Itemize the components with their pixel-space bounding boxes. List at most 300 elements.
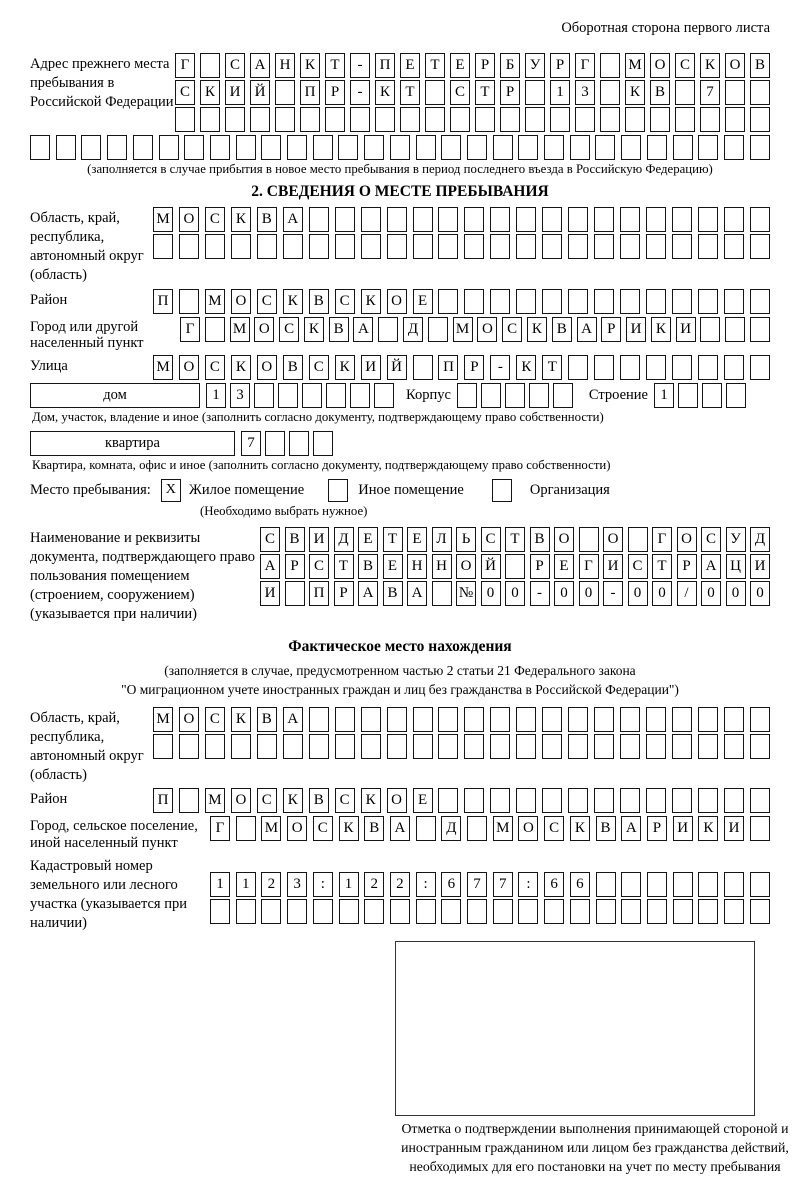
char-cell[interactable] [594,207,614,232]
char-cell[interactable]: А [701,554,721,579]
char-cell[interactable]: С [544,816,564,841]
char-cell[interactable] [339,899,359,924]
char-cell[interactable] [750,872,770,897]
char-cell[interactable]: О [231,788,251,813]
char-cell[interactable]: 1 [654,383,674,408]
char-cell[interactable] [672,707,692,732]
char-cell[interactable] [490,207,510,232]
char-cell[interactable] [200,107,220,132]
char-cell[interactable] [594,289,614,314]
char-cell[interactable]: Р [647,816,667,841]
char-cell[interactable]: М [230,317,250,342]
char-cell[interactable]: - [530,581,550,606]
char-cell[interactable]: С [701,527,721,552]
char-cell[interactable]: Е [407,527,427,552]
char-cell[interactable]: С [675,53,695,78]
char-cell[interactable]: В [358,554,378,579]
char-cell[interactable]: С [628,554,648,579]
char-cell[interactable] [313,135,333,160]
char-cell[interactable]: О [231,289,251,314]
char-cell[interactable]: В [383,581,403,606]
char-cell[interactable] [490,289,510,314]
char-cell[interactable] [179,734,199,759]
char-cell[interactable] [375,107,395,132]
char-cell[interactable] [568,207,588,232]
char-cell[interactable]: Г [175,53,195,78]
char-cell[interactable]: М [261,816,281,841]
char-cell[interactable] [542,788,562,813]
char-cell[interactable]: И [626,317,646,342]
char-cell[interactable]: Т [475,80,495,105]
char-cell[interactable]: К [625,80,645,105]
char-cell[interactable] [438,734,458,759]
char-cell[interactable]: Й [250,80,270,105]
char-cell[interactable] [544,899,564,924]
char-cell[interactable]: О [456,554,476,579]
char-cell[interactable] [529,383,549,408]
char-cell[interactable] [646,234,666,259]
char-cell[interactable] [620,788,640,813]
char-cell[interactable]: П [300,80,320,105]
char-cell[interactable]: П [309,581,329,606]
char-cell[interactable]: В [552,317,572,342]
char-cell[interactable]: К [516,355,536,380]
char-cell[interactable] [374,383,394,408]
char-cell[interactable]: - [350,53,370,78]
char-row[interactable] [175,107,770,132]
char-cell[interactable]: 0 [554,581,574,606]
char-cell[interactable]: М [493,816,513,841]
char-cell[interactable]: Т [425,53,445,78]
char-cell[interactable]: К [698,816,718,841]
char-cell[interactable] [438,207,458,232]
char-cell[interactable]: М [625,53,645,78]
char-cell[interactable]: Е [413,289,433,314]
char-cell[interactable] [30,135,50,160]
char-cell[interactable] [490,234,510,259]
char-cell[interactable] [56,135,76,160]
char-cell[interactable]: Й [387,355,407,380]
char-cell[interactable]: А [260,554,280,579]
char-cell[interactable]: К [651,317,671,342]
char-cell[interactable] [179,234,199,259]
char-cell[interactable]: О [518,816,538,841]
char-cell[interactable] [309,207,329,232]
char-cell[interactable] [594,234,614,259]
char-cell[interactable] [313,899,333,924]
char-cell[interactable] [153,234,173,259]
char-cell[interactable] [438,289,458,314]
char-cell[interactable]: У [726,527,746,552]
char-cell[interactable]: Н [432,554,452,579]
char-cell[interactable] [289,431,309,456]
char-cell[interactable] [646,788,666,813]
char-cell[interactable] [724,207,744,232]
char-cell[interactable] [475,107,495,132]
char-cell[interactable]: Р [334,581,354,606]
char-cell[interactable]: Н [275,53,295,78]
char-cell[interactable]: 1 [339,872,359,897]
char-cell[interactable]: 3 [575,80,595,105]
char-cell[interactable]: О [387,788,407,813]
char-cell[interactable] [698,355,718,380]
char-cell[interactable]: Н [407,554,427,579]
char-cell[interactable] [750,289,770,314]
char-cell[interactable]: К [231,207,251,232]
char-cell[interactable]: Р [601,317,621,342]
char-cell[interactable] [179,289,199,314]
char-cell[interactable] [236,899,256,924]
char-cell[interactable]: О [725,53,745,78]
char-cell[interactable]: А [283,707,303,732]
char-cell[interactable] [387,207,407,232]
char-cell[interactable]: Ь [456,527,476,552]
char-cell[interactable] [698,135,718,160]
house-number-cells[interactable] [206,383,394,408]
char-cell[interactable] [464,234,484,259]
char-cell[interactable]: О [257,355,277,380]
char-cell[interactable]: А [250,53,270,78]
char-cell[interactable]: С [279,317,299,342]
char-cell[interactable]: 2 [364,872,384,897]
char-cell[interactable]: А [577,317,597,342]
char-cell[interactable] [525,107,545,132]
char-cell[interactable]: 0 [579,581,599,606]
char-cell[interactable]: 0 [652,581,672,606]
char-cell[interactable] [516,289,536,314]
char-cell[interactable] [467,899,487,924]
char-cell[interactable] [313,431,333,456]
char-cell[interactable]: Г [575,53,595,78]
char-cell[interactable] [378,317,398,342]
char-cell[interactable]: К [335,355,355,380]
char-cell[interactable] [575,107,595,132]
char-cell[interactable] [184,135,204,160]
char-cell[interactable] [673,135,693,160]
char-row[interactable] [30,135,770,160]
char-cell[interactable] [672,207,692,232]
char-cell[interactable]: С [260,527,280,552]
char-cell[interactable] [413,734,433,759]
char-cell[interactable] [179,788,199,813]
char-cell[interactable] [464,289,484,314]
char-cell[interactable]: Р [550,53,570,78]
char-cell[interactable]: Ц [726,554,746,579]
char-cell[interactable]: О [477,317,497,342]
char-cell[interactable] [698,234,718,259]
char-cell[interactable]: Е [413,788,433,813]
char-cell[interactable]: И [724,816,744,841]
char-cell[interactable]: А [390,816,410,841]
char-cell[interactable] [457,383,477,408]
char-cell[interactable]: С [205,207,225,232]
char-cell[interactable]: 0 [701,581,721,606]
char-cell[interactable] [553,383,573,408]
char-cell[interactable]: О [179,707,199,732]
char-cell[interactable] [450,107,470,132]
char-cell[interactable] [361,707,381,732]
char-cell[interactable]: А [621,816,641,841]
char-cell[interactable]: В [309,289,329,314]
char-cell[interactable] [361,234,381,259]
char-cell[interactable]: Т [542,355,562,380]
char-cell[interactable] [441,135,461,160]
char-cell[interactable] [350,383,370,408]
char-cell[interactable] [225,107,245,132]
char-cell[interactable] [338,135,358,160]
char-cell[interactable]: 1 [550,80,570,105]
char-cell[interactable]: 6 [570,872,590,897]
char-cell[interactable] [335,734,355,759]
char-cell[interactable] [600,80,620,105]
char-cell[interactable] [698,788,718,813]
char-cell[interactable]: - [490,355,510,380]
char-cell[interactable]: Е [400,53,420,78]
char-cell[interactable] [750,355,770,380]
char-cell[interactable] [594,355,614,380]
char-cell[interactable]: / [677,581,697,606]
char-cell[interactable]: С [205,355,225,380]
checkbox-organization[interactable] [492,479,512,502]
char-cell[interactable]: К [300,53,320,78]
house-type-box[interactable]: дом [30,383,200,408]
char-cell[interactable]: И [676,317,696,342]
char-cell[interactable] [750,80,770,105]
char-cell[interactable]: В [596,816,616,841]
char-cell[interactable]: Б [500,53,520,78]
char-cell[interactable]: 7 [700,80,720,105]
checkbox-residential[interactable]: X [161,479,181,502]
char-cell[interactable] [698,707,718,732]
char-cell[interactable]: К [283,289,303,314]
char-cell[interactable]: О [179,207,199,232]
char-cell[interactable]: О [603,527,623,552]
char-cell[interactable] [673,899,693,924]
char-cell[interactable]: 7 [241,431,261,456]
char-cell[interactable] [428,317,448,342]
char-cell[interactable] [387,234,407,259]
char-cell[interactable] [438,234,458,259]
char-cell[interactable] [594,734,614,759]
char-cell[interactable] [518,899,538,924]
char-cell[interactable] [700,107,720,132]
char-cell[interactable] [231,234,251,259]
char-cell[interactable] [625,107,645,132]
char-cell[interactable] [257,234,277,259]
char-cell[interactable] [236,816,256,841]
char-cell[interactable] [568,289,588,314]
char-cell[interactable]: Р [677,554,697,579]
char-cell[interactable] [200,53,220,78]
char-cell[interactable]: П [153,788,173,813]
char-cell[interactable] [750,899,770,924]
char-cell[interactable] [750,788,770,813]
char-cell[interactable] [464,207,484,232]
char-cell[interactable]: О [677,527,697,552]
char-cell[interactable]: Е [450,53,470,78]
char-cell[interactable]: В [750,53,770,78]
char-cell[interactable] [500,107,520,132]
char-cell[interactable]: В [285,527,305,552]
char-cell[interactable]: У [525,53,545,78]
char-cell[interactable]: Л [432,527,452,552]
char-cell[interactable]: Р [325,80,345,105]
char-row[interactable] [153,207,770,232]
char-cell[interactable] [596,872,616,897]
char-cell[interactable] [516,207,536,232]
char-cell[interactable] [285,581,305,606]
char-cell[interactable] [516,707,536,732]
char-cell[interactable] [550,107,570,132]
char-cell[interactable]: Г [579,554,599,579]
char-cell[interactable] [724,707,744,732]
char-row[interactable] [210,816,770,841]
char-cell[interactable] [621,872,641,897]
char-cell[interactable] [675,80,695,105]
char-row[interactable] [175,53,770,78]
char-cell[interactable]: Е [554,554,574,579]
char-cell[interactable]: М [153,207,173,232]
char-cell[interactable]: К [361,289,381,314]
char-cell[interactable] [464,734,484,759]
char-cell[interactable] [594,707,614,732]
char-cell[interactable]: К [200,80,220,105]
char-cell[interactable]: А [407,581,427,606]
char-cell[interactable] [750,707,770,732]
char-cell[interactable]: К [283,788,303,813]
char-cell[interactable]: Д [750,527,770,552]
char-cell[interactable] [309,734,329,759]
char-cell[interactable] [153,734,173,759]
char-cell[interactable] [413,355,433,380]
char-cell[interactable]: 3 [230,383,250,408]
char-cell[interactable] [518,135,538,160]
char-cell[interactable]: 1 [210,872,230,897]
char-cell[interactable]: 0 [750,581,770,606]
char-cell[interactable]: И [673,816,693,841]
char-cell[interactable]: О [179,355,199,380]
char-cell[interactable] [724,355,744,380]
char-cell[interactable] [490,707,510,732]
char-cell[interactable] [107,135,127,160]
char-cell[interactable] [702,383,722,408]
char-cell[interactable] [650,107,670,132]
char-cell[interactable] [646,207,666,232]
char-cell[interactable] [647,872,667,897]
char-cell[interactable] [620,289,640,314]
char-cell[interactable] [647,899,667,924]
char-cell[interactable]: 2 [390,872,410,897]
char-cell[interactable] [698,207,718,232]
char-row[interactable] [260,554,770,579]
char-cell[interactable]: Р [475,53,495,78]
char-row[interactable] [175,80,770,105]
char-cell[interactable]: С [313,816,333,841]
char-cell[interactable]: А [283,207,303,232]
char-cell[interactable] [505,383,525,408]
char-cell[interactable]: С [502,317,522,342]
char-cell[interactable] [464,788,484,813]
char-cell[interactable] [698,899,718,924]
char-cell[interactable]: - [603,581,623,606]
char-cell[interactable]: И [361,355,381,380]
char-cell[interactable] [542,289,562,314]
char-cell[interactable]: О [554,527,574,552]
char-cell[interactable] [287,899,307,924]
char-row[interactable] [210,872,770,897]
char-cell[interactable] [413,707,433,732]
char-cell[interactable] [416,816,436,841]
char-cell[interactable] [493,899,513,924]
char-cell[interactable]: М [453,317,473,342]
char-cell[interactable] [698,734,718,759]
char-cell[interactable] [568,707,588,732]
char-cell[interactable] [673,872,693,897]
char-cell[interactable] [568,355,588,380]
char-cell[interactable]: С [175,80,195,105]
char-cell[interactable] [544,135,564,160]
char-cell[interactable]: Р [530,554,550,579]
char-cell[interactable] [672,234,692,259]
char-row[interactable] [153,289,770,314]
char-cell[interactable] [725,80,745,105]
char-cell[interactable]: 6 [544,872,564,897]
char-cell[interactable] [724,872,744,897]
char-cell[interactable] [481,383,501,408]
char-cell[interactable] [335,707,355,732]
char-cell[interactable]: Р [285,554,305,579]
char-cell[interactable] [416,899,436,924]
char-cell[interactable] [724,234,744,259]
char-cell[interactable]: 6 [441,872,461,897]
char-cell[interactable]: Т [334,554,354,579]
char-cell[interactable] [335,234,355,259]
char-cell[interactable]: С [257,788,277,813]
char-cell[interactable] [750,234,770,259]
char-cell[interactable]: С [205,707,225,732]
char-cell[interactable]: Т [505,527,525,552]
char-cell[interactable]: Г [210,816,230,841]
char-row[interactable] [153,355,770,380]
checkbox-other-premises[interactable] [328,479,348,502]
char-cell[interactable] [570,135,590,160]
char-cell[interactable] [750,207,770,232]
char-cell[interactable] [726,383,746,408]
char-cell[interactable]: И [603,554,623,579]
char-cell[interactable] [364,899,384,924]
char-cell[interactable] [672,788,692,813]
char-cell[interactable] [283,234,303,259]
char-cell[interactable] [361,207,381,232]
char-cell[interactable] [326,383,346,408]
char-cell[interactable]: С [309,355,329,380]
char-cell[interactable]: Е [383,554,403,579]
char-cell[interactable] [413,207,433,232]
char-cell[interactable] [441,899,461,924]
char-cell[interactable]: О [387,289,407,314]
char-cell[interactable] [265,431,285,456]
char-cell[interactable]: К [304,317,324,342]
char-cell[interactable]: А [353,317,373,342]
char-cell[interactable] [646,707,666,732]
char-cell[interactable] [647,135,667,160]
char-cell[interactable] [335,207,355,232]
char-cell[interactable] [390,899,410,924]
char-cell[interactable] [595,135,615,160]
char-cell[interactable] [205,234,225,259]
char-cell[interactable] [628,527,648,552]
char-cell[interactable]: : [416,872,436,897]
